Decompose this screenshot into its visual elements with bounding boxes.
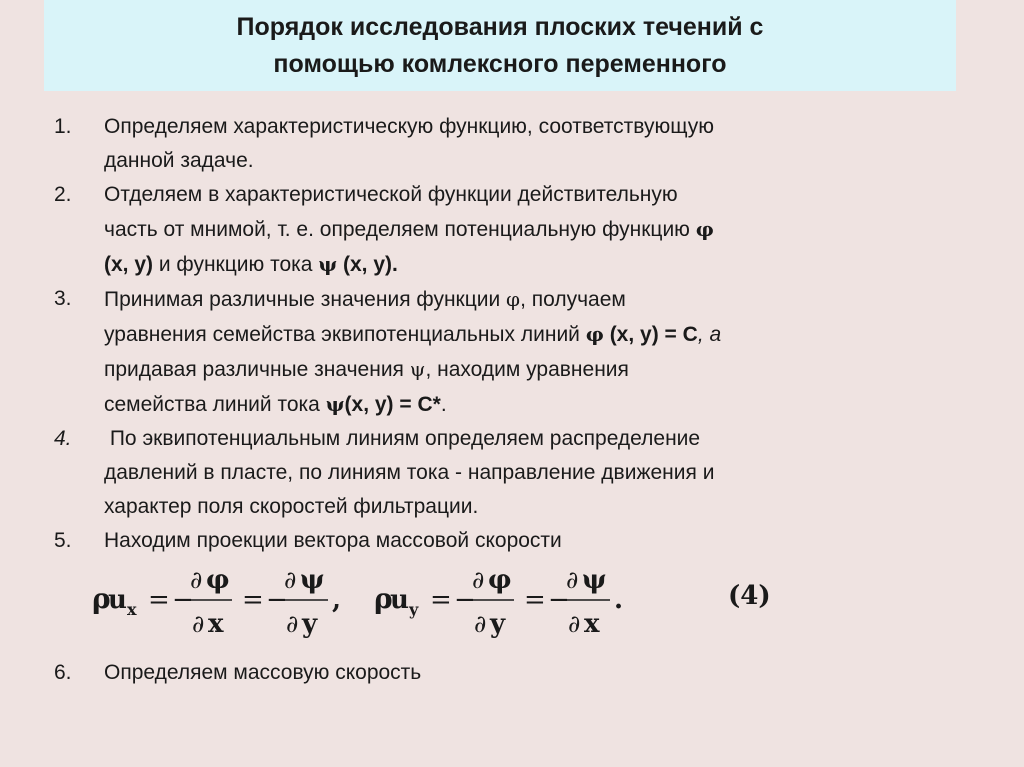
title-banner bbox=[44, 0, 956, 91]
list-item-2 bbox=[54, 178, 964, 282]
item-text: . bbox=[440, 393, 447, 416]
list-item-5 bbox=[54, 524, 964, 558]
item-text: , получаем bbox=[520, 288, 626, 311]
rho-symbol: ρ bbox=[374, 582, 393, 615]
item-number: 3. bbox=[54, 287, 72, 310]
minus-sign: − bbox=[454, 585, 476, 615]
item-text: семейства линий тока bbox=[104, 393, 326, 416]
item-text-line: По эквипотенциальным линиям определяем распределение bbox=[104, 427, 701, 450]
partial-symbol: ∂ bbox=[190, 566, 203, 594]
item-text-line bbox=[104, 352, 964, 387]
minus-sign: − bbox=[548, 585, 570, 615]
item-text-line: Отделяем в характеристической функции действительную bbox=[104, 183, 678, 206]
mass-velocity-formula bbox=[92, 560, 792, 640]
subscript-y: y bbox=[409, 600, 419, 619]
item-text-line: Определяем массовую скорость bbox=[104, 661, 422, 684]
partial-symbol: ∂ bbox=[284, 566, 297, 594]
item-text: придавая различные значения bbox=[104, 358, 410, 381]
rho-symbol: ρ bbox=[92, 582, 111, 615]
phi-symbol: φ bbox=[585, 322, 604, 346]
partial-symbol: ∂ bbox=[566, 566, 579, 594]
item-text: Принимая различные значения функции bbox=[104, 288, 507, 311]
item-text-line bbox=[104, 387, 964, 422]
item-text-line: данной задаче. bbox=[104, 149, 254, 172]
psi-args: (x, y). bbox=[337, 253, 398, 276]
partial-symbol: ∂ bbox=[568, 610, 581, 638]
psi-symbol: ψ bbox=[318, 252, 338, 276]
equals-sign: = bbox=[148, 585, 170, 615]
psi-symbol: ψ bbox=[300, 565, 325, 595]
list-item-3 bbox=[54, 282, 964, 422]
phi-symbol: φ bbox=[206, 565, 230, 595]
item-text: уравнения семейства эквипотенциальных линий bbox=[104, 323, 586, 346]
phi-args: (x, y) bbox=[104, 253, 154, 276]
y-variable: y bbox=[302, 609, 318, 639]
equation-number: (4) bbox=[728, 581, 771, 611]
comma: , bbox=[332, 585, 342, 615]
equipotential-equation: (x, y) = C bbox=[603, 323, 698, 346]
item-text: , а bbox=[697, 323, 722, 346]
phi-symbol: φ bbox=[488, 565, 512, 595]
item-number: 5. bbox=[54, 529, 72, 552]
phi-symbol: φ bbox=[506, 287, 521, 311]
item-text-line bbox=[104, 247, 964, 282]
item-text-line: Определяем характеристическую функцию, соответствующую bbox=[104, 115, 714, 138]
minus-sign: − bbox=[266, 585, 288, 615]
item-text-line bbox=[104, 282, 964, 317]
title-line-2: помощью комлексного переменного bbox=[273, 49, 727, 78]
item-text-line: Находим проекции вектора массовой скорости bbox=[104, 529, 562, 552]
partial-symbol: ∂ bbox=[474, 610, 487, 638]
equals-sign: = bbox=[242, 585, 264, 615]
u-symbol: u bbox=[390, 585, 409, 615]
equals-sign: = bbox=[524, 585, 546, 615]
streamline-equation: (x, y) = C* bbox=[344, 393, 441, 416]
x-variable: x bbox=[584, 609, 600, 639]
partial-symbol: ∂ bbox=[286, 610, 299, 638]
list-item-1 bbox=[54, 110, 964, 178]
y-variable: y bbox=[490, 609, 506, 639]
list-item-6 bbox=[54, 656, 964, 690]
item-text-line: характер поля скоростей фильтрации. bbox=[104, 495, 479, 518]
phi-symbol: φ bbox=[695, 217, 714, 241]
item-text: часть от мнимой, т. е. определяем потенциальную функцию bbox=[104, 218, 690, 241]
item-text-line bbox=[104, 212, 964, 247]
item-text: и функцию тока bbox=[153, 253, 319, 276]
item-number: 4. bbox=[54, 427, 72, 450]
title-line-1: Порядок исследования плоских течений с bbox=[236, 12, 764, 41]
subscript-x: x bbox=[127, 600, 137, 619]
item-text-line: давлений в пласте, по линиям тока - направление движения и bbox=[104, 461, 715, 484]
minus-sign: − bbox=[172, 585, 194, 615]
item-text-line bbox=[104, 317, 964, 352]
formula-svg bbox=[92, 560, 792, 640]
psi-symbol: ψ bbox=[409, 357, 426, 381]
x-variable: x bbox=[208, 609, 224, 639]
steps-list bbox=[54, 110, 964, 684]
item-text: , находим уравнения bbox=[425, 358, 629, 381]
partial-symbol: ∂ bbox=[472, 566, 485, 594]
partial-symbol: ∂ bbox=[192, 610, 205, 638]
u-symbol: u bbox=[108, 585, 127, 615]
item-number: 2. bbox=[54, 183, 72, 206]
psi-symbol: ψ bbox=[582, 565, 607, 595]
item-number: 6. bbox=[54, 661, 72, 684]
psi-symbol: ψ bbox=[325, 392, 345, 416]
equals-sign: = bbox=[430, 585, 452, 615]
period: . bbox=[614, 585, 624, 615]
list-item-4 bbox=[54, 422, 964, 524]
item-number: 1. bbox=[54, 115, 72, 138]
